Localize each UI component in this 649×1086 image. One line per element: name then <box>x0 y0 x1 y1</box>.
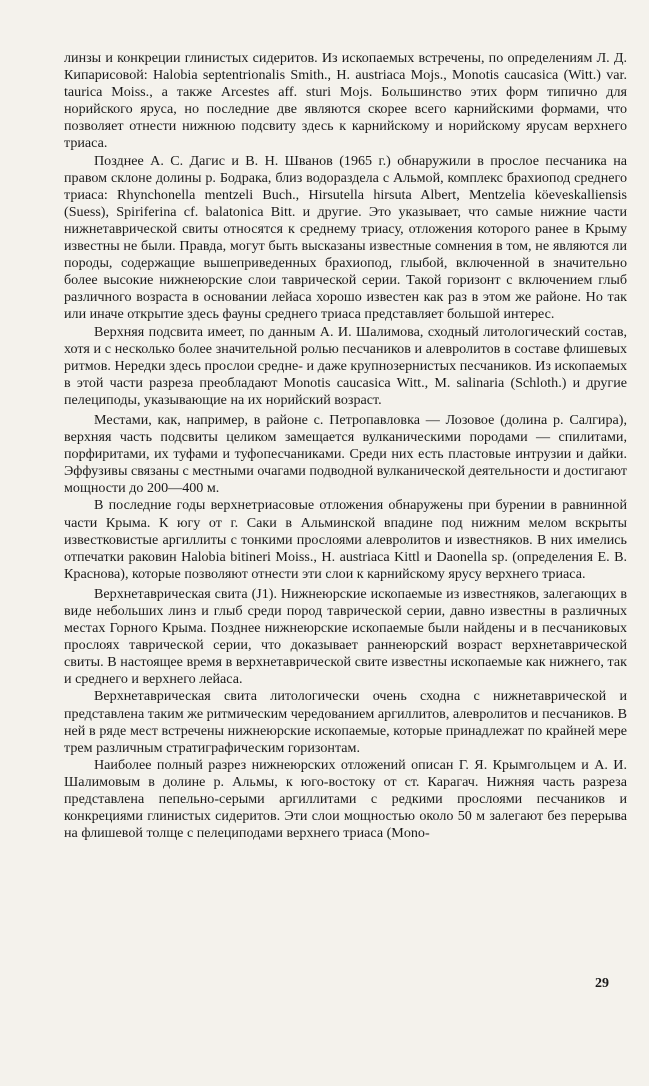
paragraph-1: линзы и конкреции глинистых сидеритов. Из ископаемых встречены, по определениям Л. Д. Кипарисовой: Halobia septentrionalis Smith., H. austriaca Mojs., Monotis caucasica (Witt.) var. taurica Moiss., а также Arcestes aff. sturi Mojs. Большинство этих форм типично для норийского яруса, но последние две являются скорее всего карнийскими формами, что позволяет отнести нижнюю подсвиту здесь к карнийскому и норийскому ярусам верхнего триаса. <box>64 50 627 152</box>
paragraph-4: Местами, как, например, в районе с. Петропавловка — Лозовое (долина р. Салгира), верхняя часть подсвиты целиком замещается вулканическими породами — спилитами, порфиритами, их туфами и туфопесчаниками. Среди них есть пластовые интрузии и дайки. Эффузивы связаны с местными очагами подводной вулканической деятельности и достигают мощности до 200—400 м. <box>64 411 627 497</box>
paragraph-8: Наиболее полный разрез нижнеюрских отложений описан Г. Я. Крымгольцем и А. И. Шалимовым в долине р. Альмы, к юго-востоку от ст. Карагач. Нижняя часть разреза представлена пепельно-серыми аргиллитами с редкими прослоями песчаников и конкрециями глинистых сидеритов. Эти слои мощностью около 50 м залегают без перерыва на флишевой толще с пелециподами верхнего триаса (Mono- <box>64 756 627 842</box>
paragraph-6: Верхнетаврическая свита (J1). Нижнеюрские ископаемые из известняков, залегающих в виде небольших линз и глыб среди пород таврической серии, давно известны в различных местах Горного Крыма. Позднее нижнеюрские ископаемые были найдены и в песчаниковых прослоях таврической серии, что доказывает раннеюрский возраст верхнетаврической свиты. В настоящее время в верхнетаврической свите известны ископаемые как нижнего, так и среднего и верхнего лейаса. <box>64 585 627 688</box>
paragraph-7: Верхнетаврическая свита литологически очень сходна с нижнетаврической и представлена таким же ритмическим чередованием аргиллитов, алевролитов и песчаников. В ней в ряде мест встречены нижнеюрские ископаемые, которые принадлежат по крайней мере трем различным стратиграфическим горизонтам. <box>64 688 627 756</box>
paragraph-3: Верхняя подсвита имеет, по данным А. И. Шалимова, сходный литологический состав, хотя и с несколько более значительной ролью песчаников и алевролитов в составе флишевых ритмов. Нередки здесь прослои средне- и даже крупнозернистых песчаников. Из ископаемых в этой части разреза преобладают Monotis caucasica Witt., M. salinaria (Schloth.) и другие пелециподы, указывающие на их норийский возраст. <box>64 323 627 408</box>
body-text <box>64 50 627 842</box>
paragraph-2: Позднее А. С. Дагис и В. Н. Шванов (1965 г.) обнаружили в прослое песчаника на правом склоне долины р. Бодрака, близ водораздела с Альмой, комплекс брахиопод среднего триаса: Rhynchonella mentzeli Buch., Hirsutella hirsuta Albert, Mentzelia köeveskalliensis (Suess), Spiriferina cf. balatonica Bitt. и другие. Это указывает, что самые нижние части нижнетаврической свиты относятся к среднему триасу, отложения которого ранее в Крыму известны не были. Правда, могут быть высказаны известные сомнения в том, не являются ли породы, содержащие вышеприведенных брахиопод, глыбой, включенной в значительно более высокие нижнеюрские слои таврической серии. Такой горизонт с включением глыб различного возраста в основании лейаса хорошо известен как раз в этом же районе. Но так или иначе открытие здесь фауны среднего триаса представляет большой интерес. <box>64 152 627 323</box>
page-number: 29 <box>595 976 609 991</box>
paragraph-5: В последние годы верхнетриасовые отложения обнаружены при бурении в равнинной части Крыма. К югу от г. Саки в Альминской впадине под нижним мелом вскрыты известковистые аргиллиты с тонкими прослоями алевролитов и известняков. В них имелись отпечатки раковин Halobia bitineri Moiss., H. austriaca Kittl и Daonella sp. (определения Е. В. Краснова), которые позволяют отнести эти слои к карнийскому ярусу верхнего триаса. <box>64 497 627 582</box>
